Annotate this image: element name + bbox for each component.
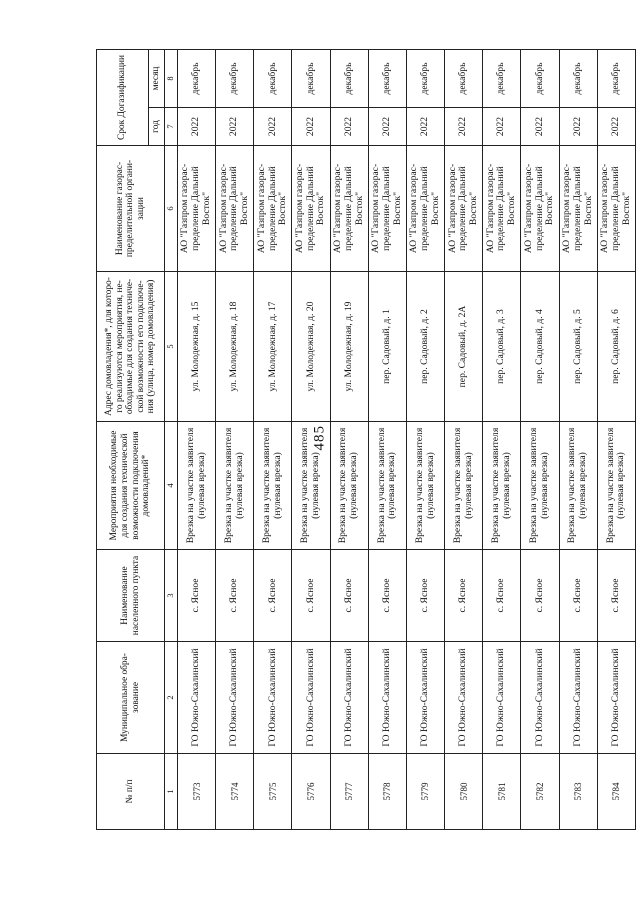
row-year: 2022 <box>330 108 368 146</box>
row-measures: Врезка на участке заявителя (нулевая врезка) <box>368 422 406 550</box>
table-row <box>178 50 216 830</box>
row-org: АО "Газпром газорас-пределение Дальний Восток" <box>445 146 483 272</box>
row-number: 5775 <box>254 754 292 830</box>
row-municipality: ГО Южно-Сахалинский <box>330 642 368 754</box>
row-month: декабрь <box>292 50 330 108</box>
row-number: 5776 <box>292 754 330 830</box>
row-number: 5778 <box>368 754 406 830</box>
row-year: 2022 <box>368 108 406 146</box>
row-settlement: с. Ясное <box>406 550 444 642</box>
row-address: пер. Садовый, д. 3 <box>483 272 521 422</box>
row-municipality: ГО Южно-Сахалинский <box>483 642 521 754</box>
row-month: декабрь <box>483 50 521 108</box>
column-number: 7 <box>165 108 178 146</box>
row-month: декабрь <box>368 50 406 108</box>
row-address: пер. Садовый, д. 5 <box>559 272 597 422</box>
row-year: 2022 <box>445 108 483 146</box>
row-month: декабрь <box>216 50 254 108</box>
header-year: год <box>149 108 165 146</box>
row-settlement: с. Ясное <box>445 550 483 642</box>
header-settlement: Наименование населенного пункта <box>97 550 165 642</box>
row-address: пер. Садовый, д. 2 <box>406 272 444 422</box>
row-measures: Врезка на участке заявителя (нулевая врезка) <box>178 422 216 550</box>
table-frame <box>96 50 636 830</box>
row-org: АО "Газпром газорас-пределение Дальний Восток" <box>178 146 216 272</box>
row-measures: Врезка на участке заявителя (нулевая врезка) <box>483 422 521 550</box>
row-month: декабрь <box>330 50 368 108</box>
row-month: декабрь <box>445 50 483 108</box>
header-deadline: Срок Догазификации <box>97 50 149 146</box>
column-number: 1 <box>165 754 178 830</box>
table-row <box>292 50 330 830</box>
row-address: ул. Молодежная, д. 19 <box>330 272 368 422</box>
header-municipality: Муниципальное обра-зование <box>97 642 165 754</box>
row-address: ул. Молодежная, д. 20 <box>292 272 330 422</box>
row-measures: Врезка на участке заявителя (нулевая врезка) <box>330 422 368 550</box>
page-number: 485 <box>311 425 328 451</box>
row-number: 5777 <box>330 754 368 830</box>
row-municipality: ГО Южно-Сахалинский <box>178 642 216 754</box>
row-year: 2022 <box>483 108 521 146</box>
row-org: АО "Газпром газорас-пределение Дальний Восток" <box>597 146 635 272</box>
table-row <box>216 50 254 830</box>
column-number: 6 <box>165 146 178 272</box>
table-row <box>254 50 292 830</box>
row-month: декабрь <box>254 50 292 108</box>
row-address: ул. Молодежная, д. 15 <box>178 272 216 422</box>
row-settlement: с. Ясное <box>178 550 216 642</box>
row-year: 2022 <box>216 108 254 146</box>
row-month: декабрь <box>597 50 635 108</box>
header-address: Адрес домовладения*, для которо-го реализуются мероприятия, не-обходимые для создания техниче-ской возможности его подключе-ния (улица, номер домовладения) <box>97 272 165 422</box>
gasification-table <box>96 49 636 830</box>
table-row <box>521 50 559 830</box>
row-settlement: с. Ясное <box>254 550 292 642</box>
row-settlement: с. Ясное <box>597 550 635 642</box>
row-settlement: с. Ясное <box>330 550 368 642</box>
table-row <box>483 50 521 830</box>
table-body <box>178 50 636 830</box>
header-month: месяц <box>149 50 165 108</box>
row-municipality: ГО Южно-Сахалинский <box>521 642 559 754</box>
row-number: 5779 <box>406 754 444 830</box>
row-municipality: ГО Южно-Сахалинский <box>216 642 254 754</box>
row-year: 2022 <box>521 108 559 146</box>
table-row <box>368 50 406 830</box>
row-org: АО "Газпром газорас-пределение Дальний Восток" <box>559 146 597 272</box>
row-settlement: с. Ясное <box>559 550 597 642</box>
row-settlement: с. Ясное <box>216 550 254 642</box>
row-year: 2022 <box>597 108 635 146</box>
table-row <box>406 50 444 830</box>
row-org: АО "Газпром газорас-пределение Дальний Восток" <box>292 146 330 272</box>
row-year: 2022 <box>292 108 330 146</box>
row-measures: Врезка на участке заявителя (нулевая врезка) <box>254 422 292 550</box>
row-number: 5784 <box>597 754 635 830</box>
column-number: 8 <box>165 50 178 108</box>
row-month: декабрь <box>559 50 597 108</box>
header-num: № п/п <box>97 754 165 830</box>
row-measures: Врезка на участке заявителя (нулевая врезка) <box>216 422 254 550</box>
row-year: 2022 <box>559 108 597 146</box>
row-number: 5773 <box>178 754 216 830</box>
row-org: АО "Газпром газорас-пределение Дальний Восток" <box>254 146 292 272</box>
row-number: 5774 <box>216 754 254 830</box>
row-measures: Врезка на участке заявителя (нулевая врезка) <box>292 422 330 550</box>
row-number: 5781 <box>483 754 521 830</box>
row-number: 5780 <box>445 754 483 830</box>
row-measures: Врезка на участке заявителя (нулевая врезка) <box>559 422 597 550</box>
row-municipality: ГО Южно-Сахалинский <box>597 642 635 754</box>
table-row <box>445 50 483 830</box>
row-org: АО "Газпром газорас-пределение Дальний Восток" <box>483 146 521 272</box>
column-number: 2 <box>165 642 178 754</box>
row-month: декабрь <box>521 50 559 108</box>
row-municipality: ГО Южно-Сахалинский <box>254 642 292 754</box>
row-settlement: с. Ясное <box>521 550 559 642</box>
row-number: 5782 <box>521 754 559 830</box>
row-measures: Врезка на участке заявителя (нулевая врезка) <box>597 422 635 550</box>
row-org: АО "Газпром газорас-пределение Дальний Восток" <box>406 146 444 272</box>
row-org: АО "Газпром газорас-пределение Дальний Восток" <box>216 146 254 272</box>
row-year: 2022 <box>254 108 292 146</box>
row-measures: Врезка на участке заявителя (нулевая врезка) <box>406 422 444 550</box>
row-settlement: с. Ясное <box>368 550 406 642</box>
row-address: ул. Молодежная, д. 18 <box>216 272 254 422</box>
table-row <box>559 50 597 830</box>
row-settlement: с. Ясное <box>292 550 330 642</box>
row-measures: Врезка на участке заявителя (нулевая врезка) <box>521 422 559 550</box>
row-month: декабрь <box>178 50 216 108</box>
header-org: Наименование газорас-пределительной органи-зации <box>97 146 165 272</box>
row-month: декабрь <box>406 50 444 108</box>
row-settlement: с. Ясное <box>483 550 521 642</box>
column-number: 4 <box>165 422 178 550</box>
row-municipality: ГО Южно-Сахалинский <box>292 642 330 754</box>
row-address: пер. Садовый, д. 4 <box>521 272 559 422</box>
row-municipality: ГО Южно-Сахалинский <box>406 642 444 754</box>
column-number-row <box>165 50 178 830</box>
row-address: пер. Садовый, д. 2А <box>445 272 483 422</box>
row-org: АО "Газпром газорас-пределение Дальний Восток" <box>521 146 559 272</box>
table-row <box>330 50 368 830</box>
row-municipality: ГО Южно-Сахалинский <box>559 642 597 754</box>
row-number: 5783 <box>559 754 597 830</box>
row-address: ул. Молодежная, д. 17 <box>254 272 292 422</box>
row-year: 2022 <box>178 108 216 146</box>
table-row <box>597 50 635 830</box>
header-measures: Мероприятия необходимые для создания технической возможности подключения домовладений* <box>97 422 165 550</box>
row-municipality: ГО Южно-Сахалинский <box>368 642 406 754</box>
row-measures: Врезка на участке заявителя (нулевая врезка) <box>445 422 483 550</box>
row-org: АО "Газпром газорас-пределение Дальний Восток" <box>330 146 368 272</box>
row-municipality: ГО Южно-Сахалинский <box>445 642 483 754</box>
row-address: пер. Садовый, д. 1 <box>368 272 406 422</box>
column-number: 3 <box>165 550 178 642</box>
header-row <box>97 50 149 830</box>
column-number: 5 <box>165 272 178 422</box>
row-address: пер. Садовый, д. 6 <box>597 272 635 422</box>
row-year: 2022 <box>406 108 444 146</box>
row-org: АО "Газпром газорас-пределение Дальний Восток" <box>368 146 406 272</box>
